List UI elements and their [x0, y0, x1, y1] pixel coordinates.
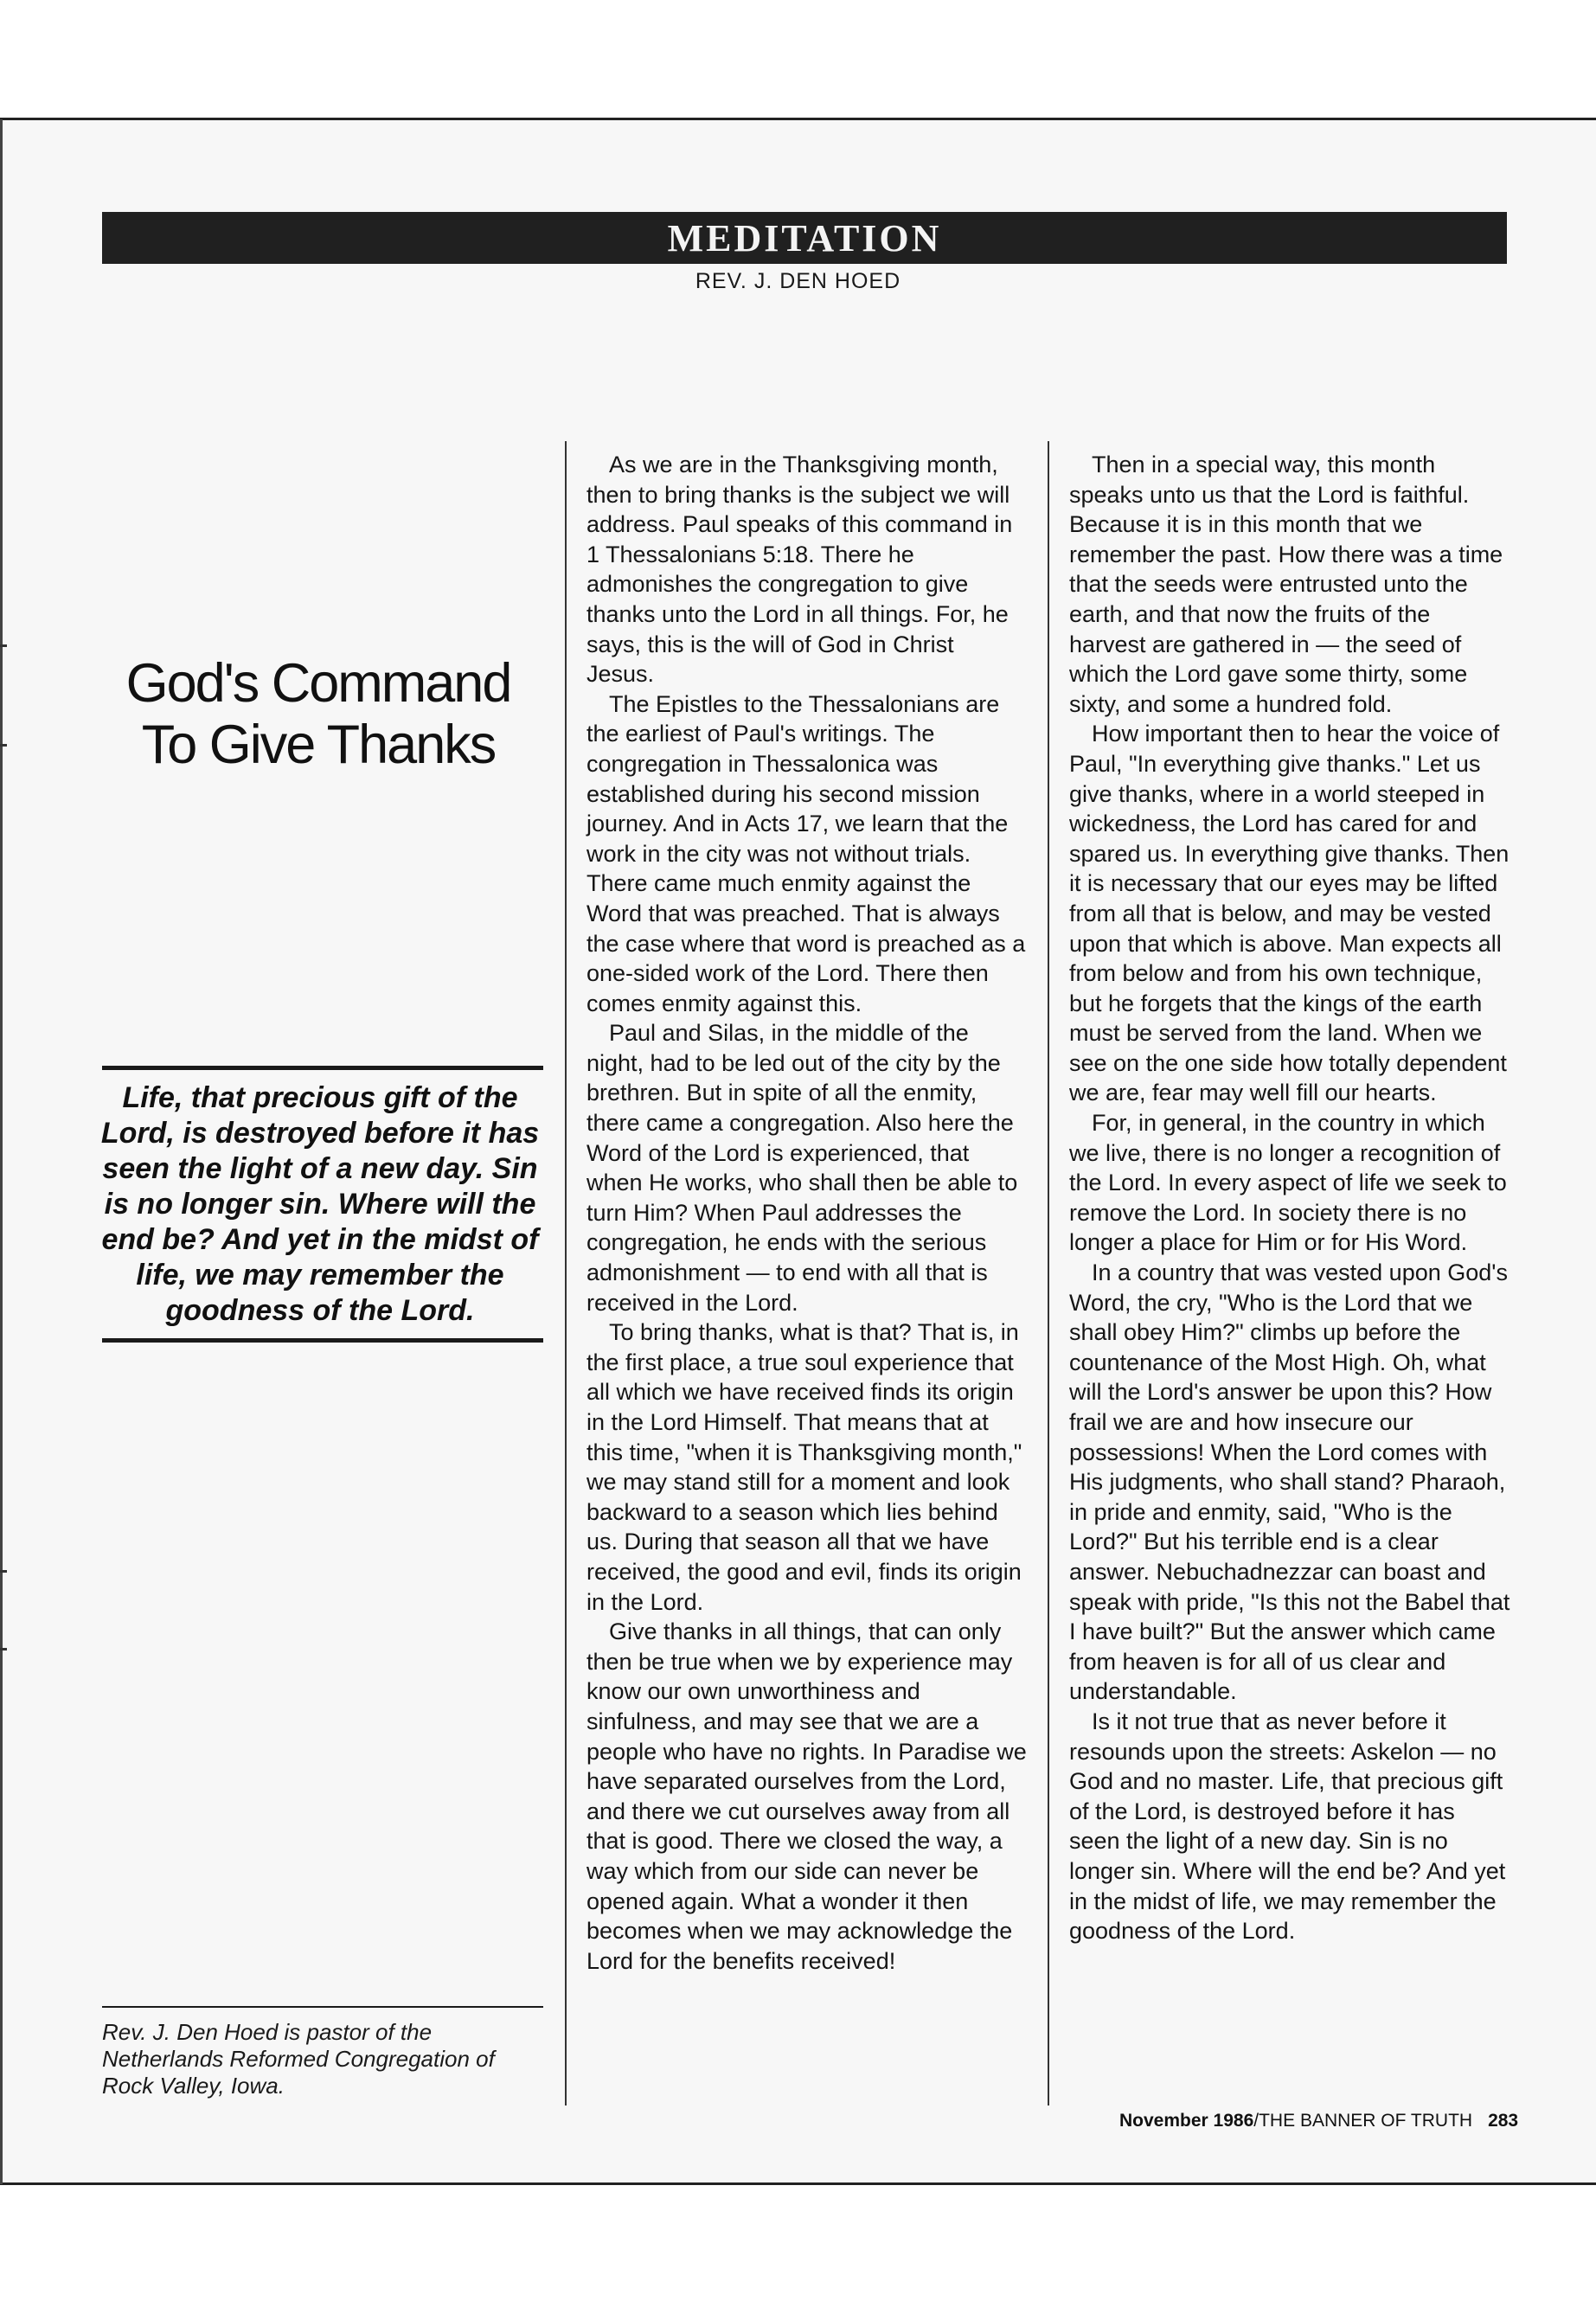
body-column-right [1069, 450, 1510, 1946]
bio-rule [102, 2006, 543, 2008]
page-top-edge [0, 118, 1596, 120]
body-paragraph: Then in a special way, this month speaks unto us that the Lord is faithful. Because it is in this month that we remember the past. How there was a time that the seeds were entrusted unto the earth, and that now the fruits of the harvest are gathered in — the seed of which the Lord gave some thirty, some sixty, and some a hundred fold. [1069, 452, 1503, 717]
section-title: MEDITATION [667, 216, 942, 260]
pull-quote-top-rule [102, 1066, 543, 1070]
page-left-edge [0, 119, 3, 2184]
body-paragraph: The Epistles to the Thessalonians are the earliest of Paul's writings. The congregation in Thessalonica was established during his second mission journey. And in Acts 17, we learn that the work in the city was not without trials. There came much enmity against the Word that was preached. That is always the case where that word is preached as a one-sided work of the Lord. There then comes enmity against this. [586, 690, 1026, 1016]
author-bio: Rev. J. Den Hoed is pastor of the Netherlands Reformed Congregation of Rock Valley, Iowa. [102, 2019, 495, 2099]
pull-quote-bottom-rule [102, 1338, 543, 1343]
body-paragraph: How important then to hear the voice of Paul, "In everything give thanks." Let us give thanks, where in a world steeped in wickedness, the Lord has cared for and spared us. In everything give thanks. Then it is necessary that our eyes may be lifted from all that is below, and may be vested upon that which is above. Man expects all from below and from his own technique, but he forgets that the kings of the earth must be served from the land. When we see on the one side how totally dependent we are, fear may well fill our hearts. [1069, 721, 1509, 1106]
footer-date: November 1986 [1119, 2111, 1254, 2131]
body-column-middle [586, 450, 1028, 1976]
article-title: God's Command To Give Thanks [125, 653, 511, 775]
column-divider [565, 441, 567, 2106]
pull-quote: Life, that precious gift of the Lord, is destroyed before it has seen the light of a new day. Sin is no longer sin. Where will the end be? And yet in the midst of life, we may remember the goodness of the Lord. [100, 1081, 540, 1327]
section-header-bar [102, 212, 1507, 264]
registration-mark [0, 744, 7, 747]
footer-separator: / [1253, 2111, 1259, 2131]
registration-mark [0, 1570, 7, 1573]
body-paragraph: As we are in the Thanksgiving month, then to bring thanks is the subject we will address. Paul speaks of this command in 1 Thessalonians 5:18. There he admonishes the congregation to give thanks unto the Lord in all things. For, he says, this is the will of God in Christ Jesus. [586, 452, 1013, 688]
body-paragraph: For, in general, in the country in which we live, there is no longer a recognition of the Lord. In every aspect of life we seek to remove the Lord. In society there is no longer a place for Him or for His Word. [1069, 1110, 1507, 1256]
column-divider [1048, 441, 1049, 2106]
page-bottom-edge [0, 2182, 1596, 2185]
page-footer [1119, 2111, 1518, 2131]
footer-publication: THE BANNER OF TRUTH [1259, 2111, 1473, 2131]
body-paragraph: Give thanks in all things, that can only then be true when we by experience may know our own unworthiness and sinfulness, and may see that we are a people who have no rights. In Paradise we have separated ourselves from the Lord, and there we cut ourselves away from all that is good. There we closed the way, a way which from our side can never be opened again. What a wonder it then becomes when we may acknowledge the Lord for the benefits received! [586, 1618, 1027, 1974]
page-number: 283 [1488, 2111, 1519, 2131]
body-paragraph: Paul and Silas, in the middle of the night, had to be led out of the city by the brethren. But in spite of all the enmity, there came a congregation. Also here the Word of the Lord is experienced, that when He works, who shall then be able to turn Him? When Paul addresses the congregation, he ends with the serious admonishment — to end with all that is received in the Lord. [586, 1020, 1018, 1316]
body-paragraph: Is it not true that as never before it resounds upon the streets: Askelon — no God and no master. Life, that precious gift of the Lord, is destroyed before it has seen the light of a new day. Sin is no longer sin. Where will the end be? And yet in the midst of life, we may remember the goodness of the Lord. [1069, 1708, 1506, 1945]
body-paragraph: To bring thanks, what is that? That is, in the first place, a true soul experience that all which we have received finds its origin in the Lord Himself. That means that at this time, "when it is Thanksgiving month," we may stand still for a moment and look backward to a season which lies behind us. During that season all that we have received, the good and evil, finds its origin in the Lord. [586, 1319, 1022, 1615]
registration-mark [0, 644, 7, 647]
registration-mark [0, 1648, 7, 1650]
body-paragraph: In a country that was vested upon God's Word, the cry, "Who is the Lord that we shall obey Him?" climbs up before the countenance of the Most High. Oh, what will the Lord's answer be upon this? How frail we are and how insecure our possessions! When the Lord comes with His judgments, who shall stand? Pharaoh, in pride and enmity, said, "Who is the Lord?" But his terrible end is a clear answer. Nebuchadnezzar can boast and speak with pride, "Is this not the Babel that I have built?" But the answer which came from heaven is for all of us clear and understandable. [1069, 1259, 1510, 1705]
author-byline: REV. J. DEN HOED [695, 269, 901, 293]
